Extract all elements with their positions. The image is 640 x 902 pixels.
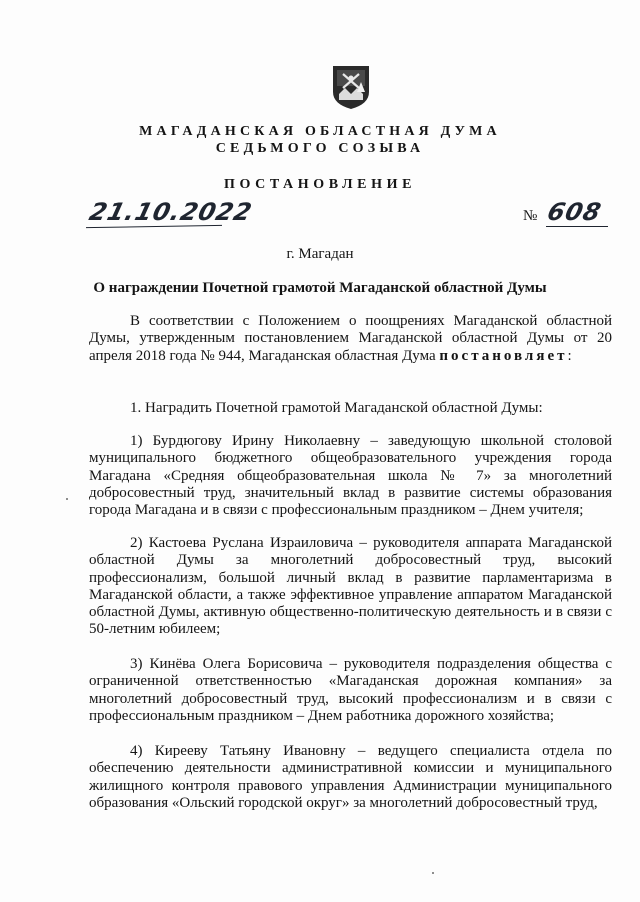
document-type: ПОСТАНОВЛЕНИЕ (223, 177, 417, 192)
document-subject: О награждении Почетной грамотой Магаданской областной Думы (93, 280, 547, 296)
intro-text: В соответствии с Положением о поощрениях Магаданской областной Думы, утвержденным постановлением Магаданской областной Думы от 20 апреля 2018 года № 944, Магаданская областная Дума (89, 313, 612, 364)
number-sign: № (523, 208, 538, 224)
scan-speck (66, 498, 68, 500)
convocation: СЕДЬМОГО СОЗЫВА (215, 141, 425, 156)
resolves-colon: : (567, 347, 572, 364)
scan-speck (432, 872, 434, 874)
resolves-word: постановляет (439, 347, 568, 364)
point-1: 1. Наградить Почетной грамотой Магаданской областной Думы: (130, 400, 543, 416)
award-item-4: 4) Кирееву Татьяну Ивановну – ведущего специалиста отдела по обеспечению деятельности административной комиссии и муниципального жилищного контроля правового управления Администрации муниципального образования «Ольский городской округ» за многолетний добросовестный труд, (89, 743, 612, 811)
award-item-3: 3) Кинёва Олега Борисовича – руководителя подразделения общества с ограниченной ответственностью «Магаданская дорожная компания» за многолетний добросовестный труд, высокий профессионализм и в связи с профессиональным праздником – Днем работника дорожного хозяйства; (89, 656, 612, 724)
award-item-1: 1) Бурдюгову Ирину Николаевну – заведующую школьной столовой муниципального бюджетного общеобразовательного учреждения города Магадана «Средняя общеобразовательная школа № 7» за многолетний добросовестный труд, значительный вклад в развитие системы образования города Магадана и в связи с профессиональным праздником – Днем учителя; (89, 433, 612, 519)
document-date: 21.10.2022 (86, 198, 256, 226)
city: г. Магадан (286, 246, 354, 262)
organization-name: МАГАДАНСКАЯ ОБЛАСТНАЯ ДУМА (139, 124, 501, 139)
coat-of-arms-icon (331, 64, 371, 110)
intro-paragraph (89, 313, 612, 365)
document-number: 608 (544, 198, 605, 226)
award-item-2: 2) Кастоева Руслана Израиловича – руководителя аппарата Магаданской областной Думы за многолетний добросовестный труд, высокий профессионализм, большой личный вклад в развитие парламентаризма в Магаданской области, а также эффективное управление аппаратом Магаданской областной Думы, активную общественно-политическую деятельность и в связи с 50-летним юбилеем; (89, 535, 612, 638)
number-underline (546, 226, 608, 227)
